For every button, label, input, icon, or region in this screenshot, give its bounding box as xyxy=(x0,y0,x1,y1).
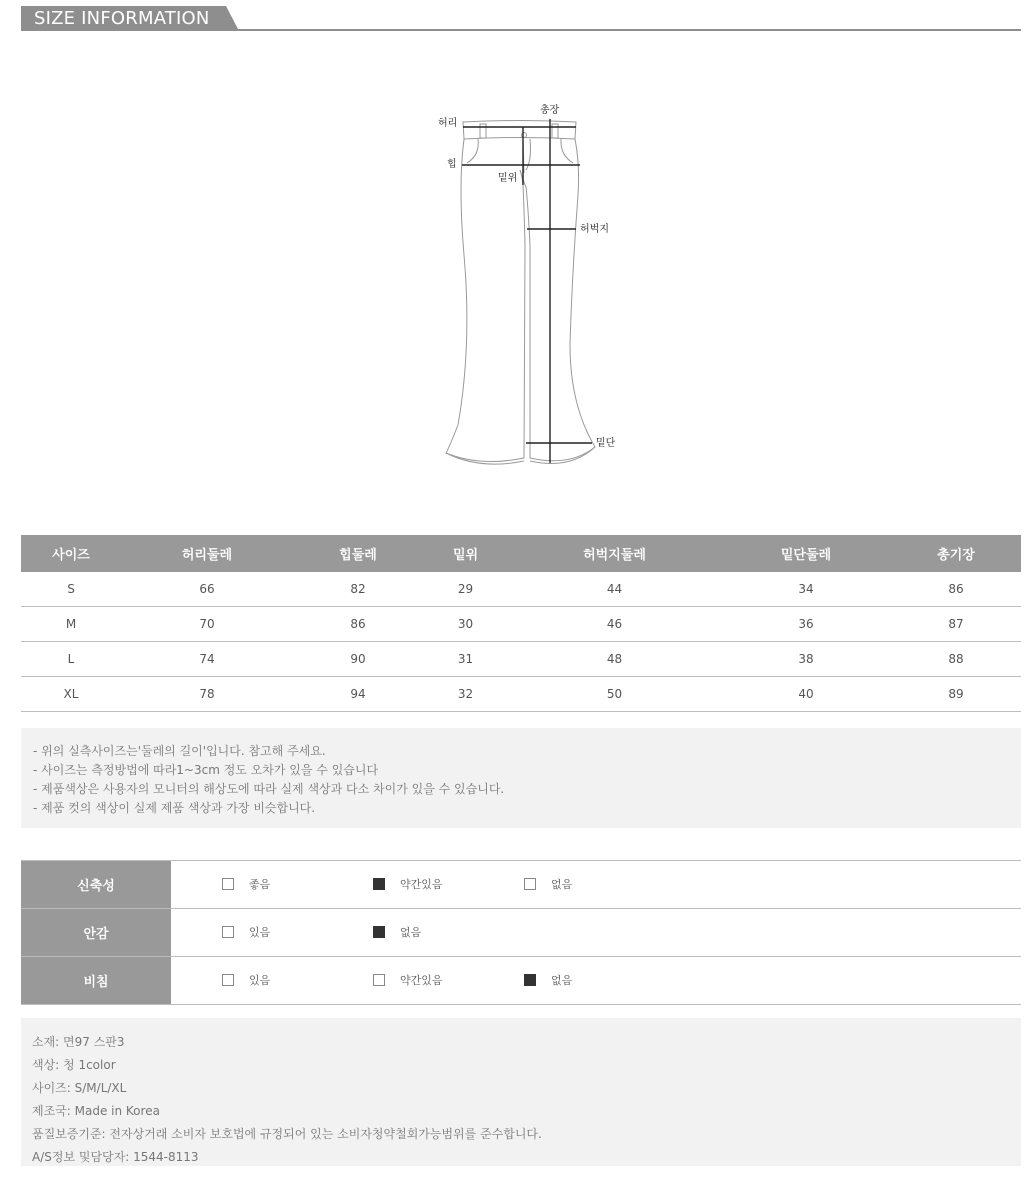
info-sizes: 사이즈: S/M/L/XL xyxy=(32,1081,127,1095)
product-info xyxy=(21,1018,1021,1166)
attr-option xyxy=(373,877,443,891)
attr-option xyxy=(524,973,572,987)
note-line: - 제품색상은 사용자의 모니터의 해상도에 따라 실제 색상과 다소 차이가 있을 수 있습니다. xyxy=(33,782,505,796)
table-cell: M xyxy=(21,607,121,642)
attr-option-label: 있음 xyxy=(249,974,271,987)
table-cell: 38 xyxy=(721,642,891,677)
note-line: - 사이즈는 측정방법에 따라1~3cm 정도 오차가 있을 수 있습니다 xyxy=(33,763,379,777)
info-material: 소재: 면97 스판3 xyxy=(32,1035,125,1049)
col-hem: 밑단둘레 xyxy=(721,535,891,572)
table-cell: 46 xyxy=(508,607,721,642)
label-total-length: 총장 xyxy=(540,105,560,116)
col-waist: 허리둘레 xyxy=(121,535,293,572)
attr-name: 비침 xyxy=(21,957,171,1004)
attr-option-label: 약간있음 xyxy=(400,974,443,987)
table-cell: XL xyxy=(21,677,121,712)
table-cell: 34 xyxy=(721,572,891,607)
table-cell: 66 xyxy=(121,572,293,607)
note-line: - 제품 컷의 색상이 실제 제품 색상과 가장 비슷합니다. xyxy=(33,801,316,815)
table-cell: 36 xyxy=(721,607,891,642)
attr-row-stretch xyxy=(21,860,1021,909)
pants-size-diagram xyxy=(420,95,640,475)
table-cell: 78 xyxy=(121,677,293,712)
info-warranty: 품질보증기준: 전자상거래 소비자 보호법에 규정되어 있는 소비자청약철회가능범위를 준수합니다. xyxy=(32,1127,542,1141)
table-cell: 90 xyxy=(293,642,423,677)
measurement-notes xyxy=(21,728,1021,828)
attr-option xyxy=(222,877,270,891)
table-cell: 94 xyxy=(293,677,423,712)
attr-row-lining xyxy=(21,909,1021,957)
info-origin: 제조국: Made in Korea xyxy=(32,1104,160,1118)
col-hip: 힙둘레 xyxy=(293,535,423,572)
col-size: 사이즈 xyxy=(21,535,121,572)
checked-box-icon xyxy=(524,974,536,986)
checked-box-icon xyxy=(373,926,385,938)
table-cell: 86 xyxy=(293,607,423,642)
attr-option-label: 약간있음 xyxy=(400,878,443,891)
table-cell: 44 xyxy=(508,572,721,607)
col-total-length: 총기장 xyxy=(891,535,1021,572)
attr-name: 신축성 xyxy=(21,861,171,908)
checkbox-icon xyxy=(222,974,234,986)
attr-option xyxy=(373,973,443,987)
checkbox-icon xyxy=(222,926,234,938)
section-header xyxy=(21,6,1021,32)
table-cell: 86 xyxy=(891,572,1021,607)
label-hem: 밑단 xyxy=(596,438,616,449)
attr-option-label: 없음 xyxy=(551,974,573,987)
table-cell: 29 xyxy=(423,572,508,607)
table-cell: L xyxy=(21,642,121,677)
attr-option xyxy=(222,973,270,987)
label-thigh: 허벅지 xyxy=(580,224,609,235)
attr-option-label: 좋음 xyxy=(249,878,271,891)
table-cell: 40 xyxy=(721,677,891,712)
table-row xyxy=(21,642,1021,677)
table-cell: 30 xyxy=(423,607,508,642)
col-thigh: 허벅지둘레 xyxy=(508,535,721,572)
table-cell: 48 xyxy=(508,642,721,677)
size-table-header xyxy=(21,535,1021,572)
table-cell: 50 xyxy=(508,677,721,712)
table-cell: 74 xyxy=(121,642,293,677)
table-row xyxy=(21,607,1021,642)
label-hip: 힙 xyxy=(447,159,457,170)
label-rise: 밑위 xyxy=(498,173,518,184)
checkbox-icon xyxy=(222,878,234,890)
attr-row-sheerness xyxy=(21,957,1021,1005)
attr-option-label: 있음 xyxy=(249,926,271,939)
table-cell: S xyxy=(21,572,121,607)
attr-option xyxy=(222,925,270,939)
fabric-attributes xyxy=(21,860,1021,1005)
note-line: - 위의 실측사이즈는'둘레의 길이'입니다. 참고해 주세요. xyxy=(33,744,326,758)
attr-option xyxy=(524,877,572,891)
table-cell: 31 xyxy=(423,642,508,677)
table-cell: 87 xyxy=(891,607,1021,642)
attr-option-label: 없음 xyxy=(551,878,573,891)
attr-option xyxy=(373,925,421,939)
checkbox-icon xyxy=(373,974,385,986)
table-row xyxy=(21,572,1021,607)
checkbox-icon xyxy=(524,878,536,890)
table-cell: 70 xyxy=(121,607,293,642)
header-title: SIZE INFORMATION xyxy=(34,8,210,29)
col-rise: 밑위 xyxy=(423,535,508,572)
info-as-contact: A/S정보 및담당자: 1544-8113 xyxy=(32,1150,199,1164)
size-table xyxy=(21,535,1021,712)
table-cell: 82 xyxy=(293,572,423,607)
table-cell: 32 xyxy=(423,677,508,712)
info-color: 색상: 청 1color xyxy=(32,1058,116,1072)
table-row xyxy=(21,677,1021,712)
table-cell: 88 xyxy=(891,642,1021,677)
attr-option-label: 없음 xyxy=(400,926,422,939)
label-waist: 허리 xyxy=(438,118,458,129)
checked-box-icon xyxy=(373,878,385,890)
table-cell: 89 xyxy=(891,677,1021,712)
attr-name: 안감 xyxy=(21,909,171,956)
